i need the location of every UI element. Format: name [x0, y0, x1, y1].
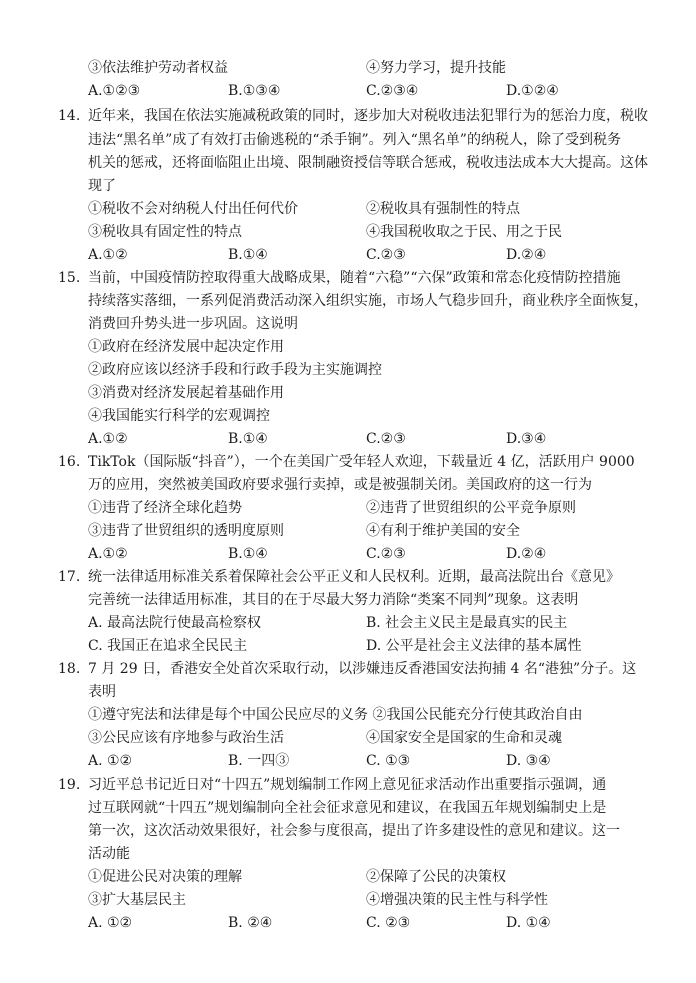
choice-c: C.②③: [366, 546, 406, 562]
option-1-2: ①遵守宪法和法律是每个中国公民应尽的义务 ②我国公民能充分行使其政治自由: [88, 707, 583, 723]
choice-c: C. ②③: [366, 915, 411, 931]
choice-c: C.②③④: [366, 83, 419, 99]
option-1: ①政府在经济发展中起决定作用: [88, 339, 284, 355]
choice-a: A.①②: [88, 546, 128, 562]
question-number: 19.: [58, 777, 81, 793]
choice-d: D.②④: [506, 247, 547, 263]
choice-c: C. 我国正在追求全民民主: [88, 638, 248, 654]
question-stem: 活动能: [88, 846, 130, 862]
choice-b: B.①③④: [228, 83, 281, 99]
choice-b: B. 社会主义民主是最真实的民主: [366, 615, 568, 631]
choice-a: A. 最高法院行使最高检察权: [88, 615, 262, 631]
question-stem: 当前，中国疫情防控取得重大战略成果，随着“六稳”“六保”政策和常态化疫情防控措施: [88, 270, 621, 286]
question-stem: 现了: [88, 178, 116, 194]
question-stem: 违法“黑名单”成了有效打击偷逃税的“杀手锏”。列入“黑名单”的纳税人，除了受到税务: [88, 132, 621, 148]
choice-a: A.①②: [88, 247, 128, 263]
option-4: ④我国税收取之于民、用之于民: [366, 224, 562, 240]
option-4: ④努力学习，提升技能: [366, 60, 506, 76]
option-3: ③税收具有固定性的特点: [88, 224, 242, 240]
choice-a: A. ①②: [88, 915, 133, 931]
choice-d: D.③④: [506, 431, 547, 447]
choice-a: A.①②: [88, 431, 128, 447]
choice-b: B.①④: [228, 546, 268, 562]
question-stem: 第一次，这次活动效果很好，社会参与度很高，提出了许多建设性的意见和建议。这一: [88, 823, 620, 839]
question-stem: 统一法律适用标准关系着保障社会公平正义和人民权利。近期，最高法院出台《意见》: [88, 569, 620, 585]
option-3: ③扩大基层民主: [88, 892, 186, 908]
choice-b: B.①④: [228, 431, 268, 447]
option-3: ③消费对经济发展起着基础作用: [88, 385, 284, 401]
question-stem: 持续落实落细，一系列促消费活动深入组织实施，市场人气稳步回升，商业秩序全面恢复，: [88, 293, 648, 309]
question-number: 15.: [58, 270, 81, 286]
option-4: ④增强决策的民主性与科学性: [366, 892, 548, 908]
choice-d: D. ③④: [506, 753, 551, 769]
choice-d: D. 公平是社会主义法律的基本属性: [366, 638, 582, 654]
question-number: 14.: [58, 108, 81, 124]
choice-c: C. ①③: [366, 753, 411, 769]
choice-b: B.①④: [228, 247, 268, 263]
choice-b: B. ②④: [228, 915, 273, 931]
option-3: ③违背了世贸组织的透明度原则: [88, 523, 284, 539]
option-4: ④有利于维护美国的安全: [366, 523, 520, 539]
choice-a: A.①②③: [88, 83, 141, 99]
choice-d: D.②④: [506, 546, 547, 562]
choice-c: C.②③: [366, 431, 406, 447]
question-stem: 完善统一法律适用标准，其目的在于尽最大努力消除“类案不同判”现象。这表明: [88, 592, 579, 608]
option-1: ①违背了经济全球化趋势: [88, 500, 242, 516]
option-3: ③公民应该有序地参与政治生活: [88, 730, 284, 746]
question-stem: 近年来，我国在依法实施减税政策的同时，逐步加大对税收违法犯罪行为的惩治力度，税收: [88, 108, 648, 124]
option-2: ②税收具有强制性的特点: [366, 201, 520, 217]
question-number: 17.: [58, 569, 81, 585]
choice-a: A. ①②: [88, 753, 133, 769]
question-stem: 表明: [88, 684, 116, 700]
question-stem: 万的应用，突然被美国政府要求强行卖掉，或是被强制关闭。美国政府的这一行为: [88, 477, 592, 493]
question-stem: 习近平总书记近日对“十四五”规划编制工作网上意见征求活动作出重要指示强调，通: [88, 777, 607, 793]
choice-d: D. ①④: [506, 915, 551, 931]
question-stem: 7 月 29 日，香港安全处首次采取行动，以涉嫌违反香港国安法拘捕 4 名“港独”分子。这: [88, 661, 637, 677]
question-number: 18.: [58, 661, 81, 677]
option-1: ①税收不会对纳税人付出任何代价: [88, 201, 298, 217]
question-stem: TikTok（国际版“抖音”），一个在美国广受年轻人欢迎，下载量近 4 亿，活跃用户 9000: [88, 454, 635, 470]
choice-c: C.②③: [366, 247, 406, 263]
question-stem: 过互联网就“十四五”规划编制向全社会征求意见和建议，在我国五年规划编制史上是: [88, 800, 607, 816]
option-2: ②保障了公民的决策权: [366, 869, 506, 885]
option-2: ②违背了世贸组织的公平竞争原则: [366, 500, 576, 516]
option-1: ①促进公民对决策的理解: [88, 869, 242, 885]
option-4: ④我国能实行科学的宏观调控: [88, 408, 270, 424]
option-4: ④国家安全是国家的生命和灵魂: [366, 730, 562, 746]
question-stem: 机关的惩戒，还将面临阻止出境、限制融资授信等联合惩戒，税收违法成本大大提高。这体: [88, 155, 648, 171]
question-number: 16.: [58, 454, 81, 470]
option-2: ②政府应该以经济手段和行政手段为主实施调控: [88, 362, 382, 378]
question-stem: 消费回升势头进一步巩固。这说明: [88, 316, 298, 332]
choice-b: B. 一四③: [228, 753, 290, 769]
option-3: ③依法维护劳动者权益: [88, 60, 228, 76]
choice-d: D.①②④: [506, 83, 559, 99]
